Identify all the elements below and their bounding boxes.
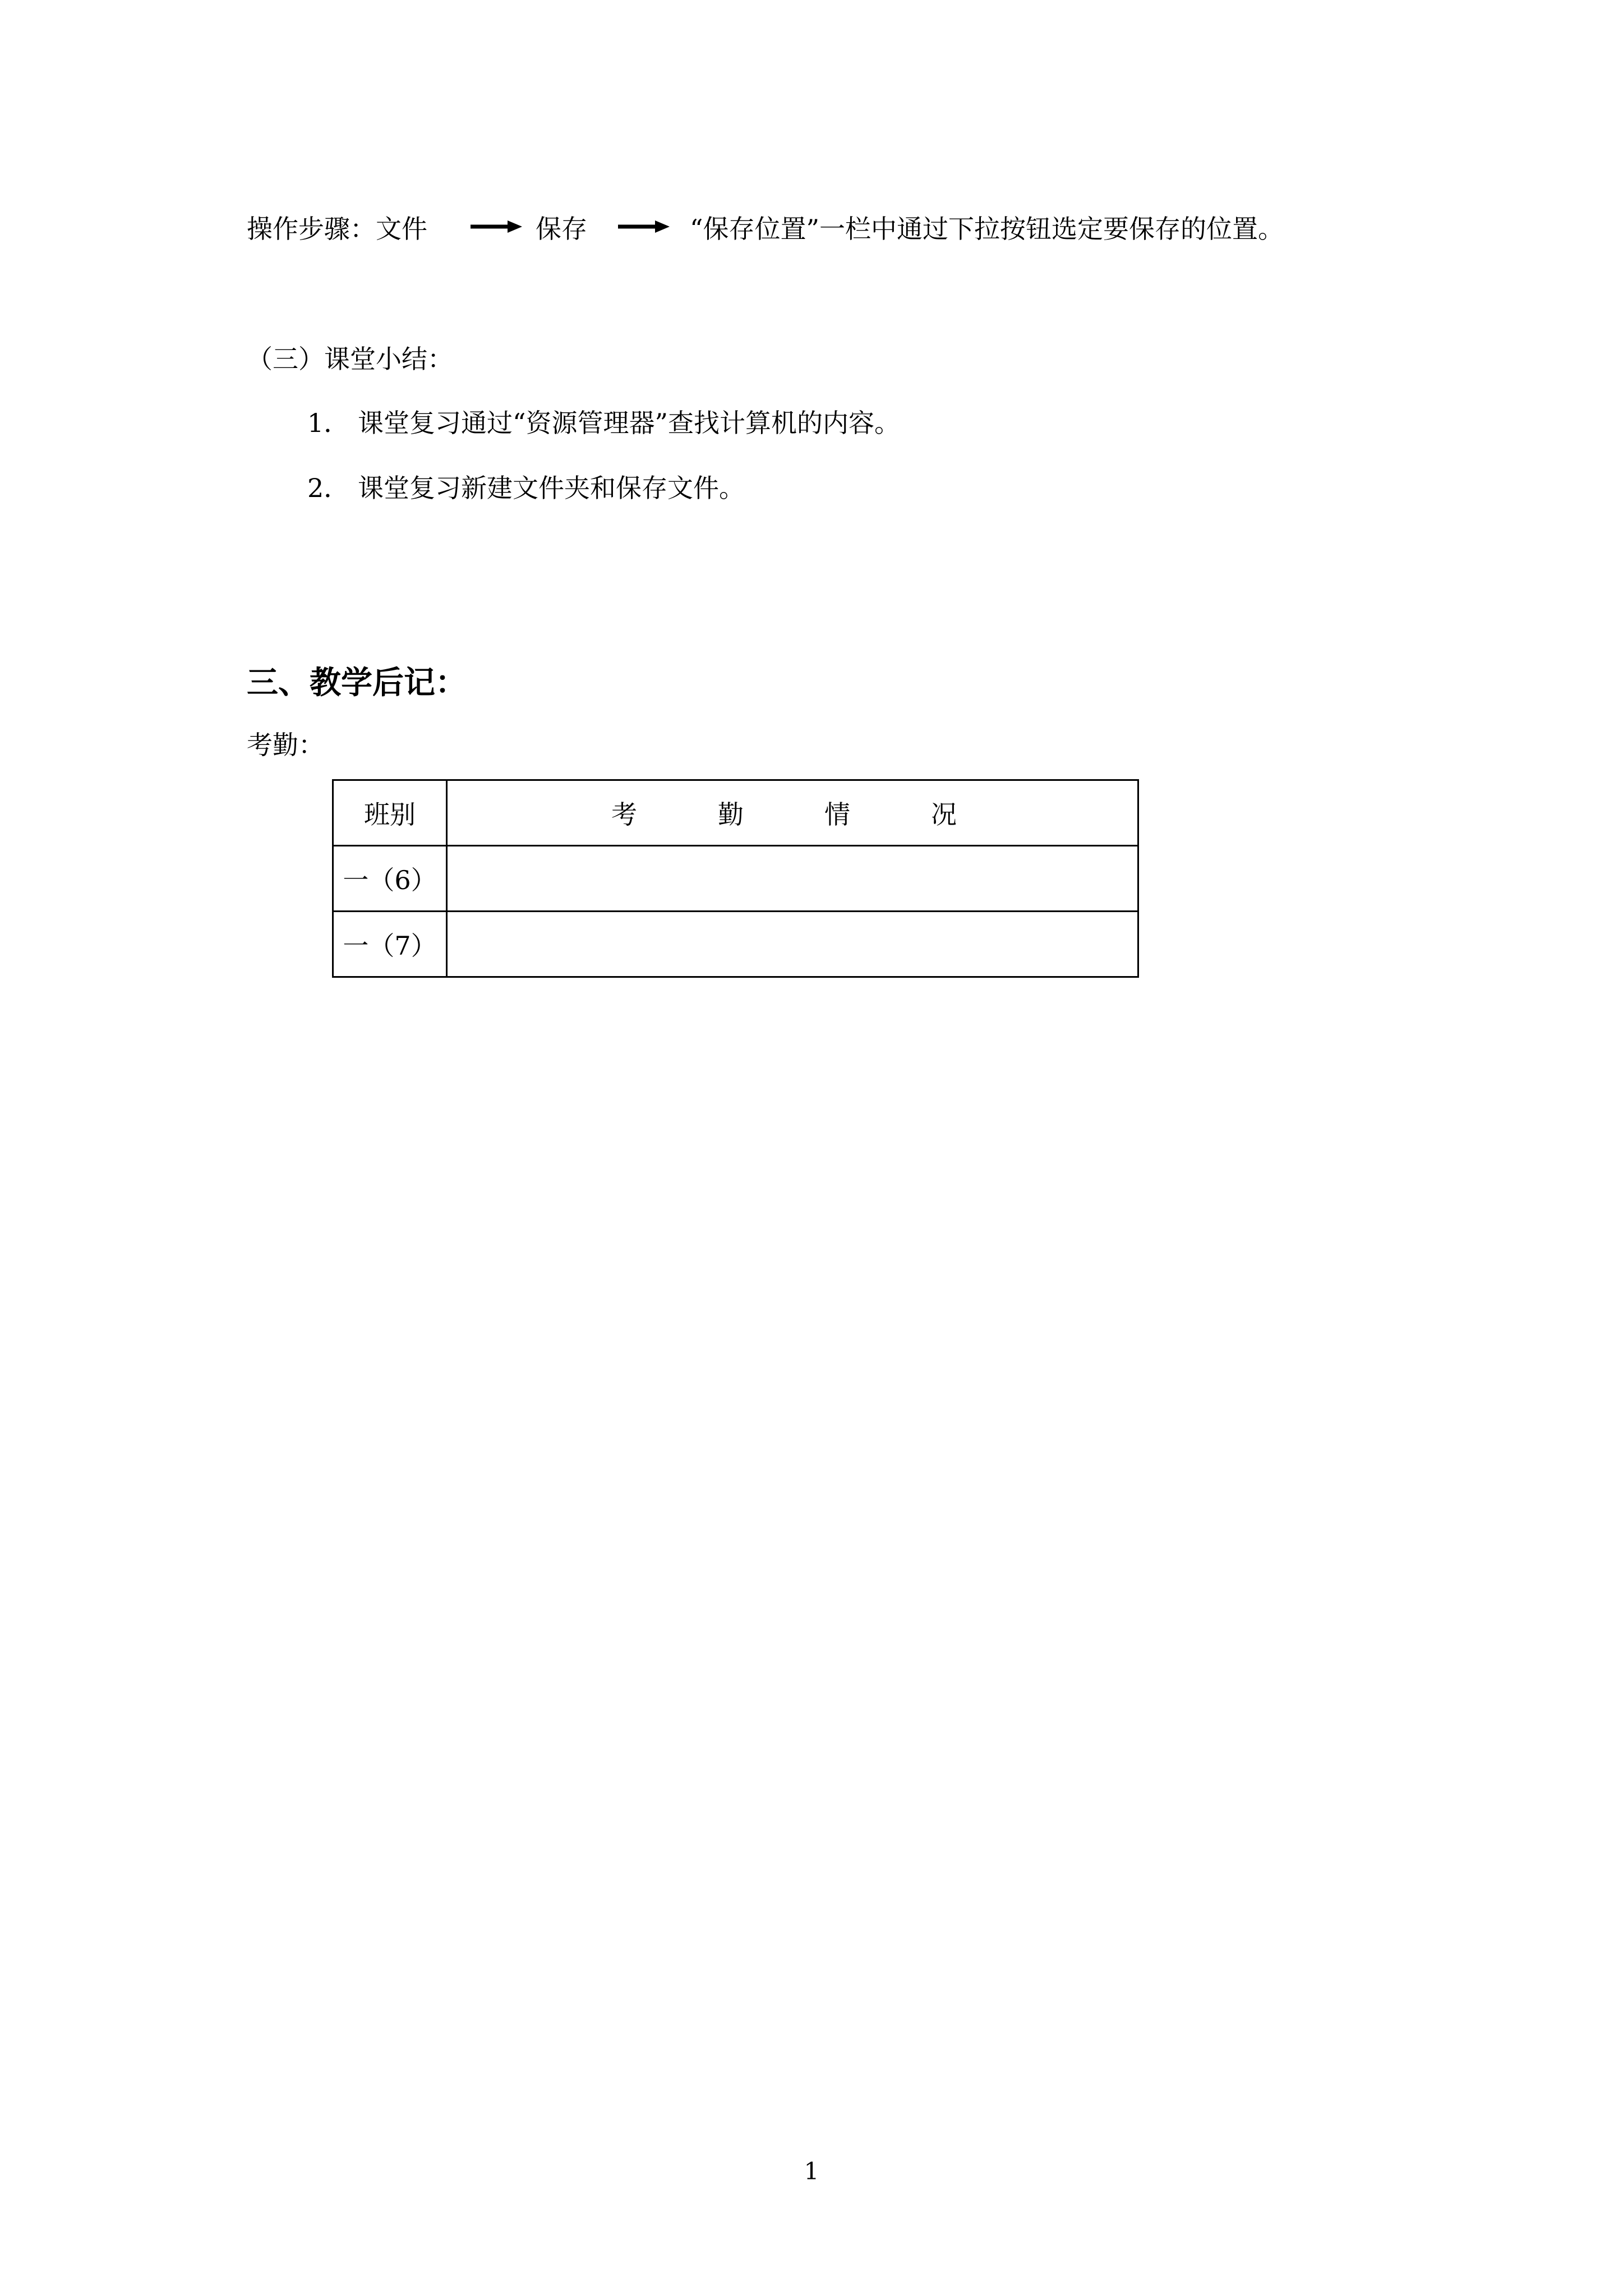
list-item-number: 1． — [307, 408, 350, 438]
header-word: 情 — [824, 799, 850, 830]
steps-item-save: 保存 — [536, 214, 587, 244]
list-item-text: 课堂复习通过“资源管理器”查找计算机的内容。 — [358, 408, 901, 438]
steps-item-location: “保存位置”一栏中通过下拉按钮选定要保存的位置。 — [690, 214, 1284, 244]
page-number: 1 — [804, 2157, 819, 2185]
section-heading: 三、教学后记： — [247, 664, 467, 701]
table-row — [333, 912, 1138, 977]
list-item-text: 课堂复习新建文件夹和保存文件。 — [358, 473, 745, 503]
class-cell: 一（7） — [333, 912, 447, 977]
header-word: 况 — [931, 799, 957, 830]
attendance-cell — [447, 912, 1138, 977]
list-item — [307, 471, 745, 505]
arrow-right-icon — [616, 212, 672, 246]
class-cell: 一（6） — [333, 846, 447, 912]
attendance-table — [332, 779, 1139, 978]
steps-label: 操作步骤：文件 — [247, 214, 427, 244]
arrow-right-icon — [468, 212, 524, 246]
attendance-label: 考勤： — [247, 730, 324, 760]
table-header-row — [333, 780, 1138, 846]
header-class-cell: 班别 — [333, 780, 447, 846]
summary-heading: （三）课堂小结： — [247, 344, 453, 374]
attendance-cell — [447, 846, 1138, 912]
header-word: 勤 — [718, 799, 744, 830]
header-attendance-cell — [447, 780, 1138, 846]
list-item-number: 2． — [307, 473, 350, 503]
list-item — [307, 406, 900, 440]
header-word: 考 — [611, 799, 637, 830]
table-row — [333, 846, 1138, 912]
